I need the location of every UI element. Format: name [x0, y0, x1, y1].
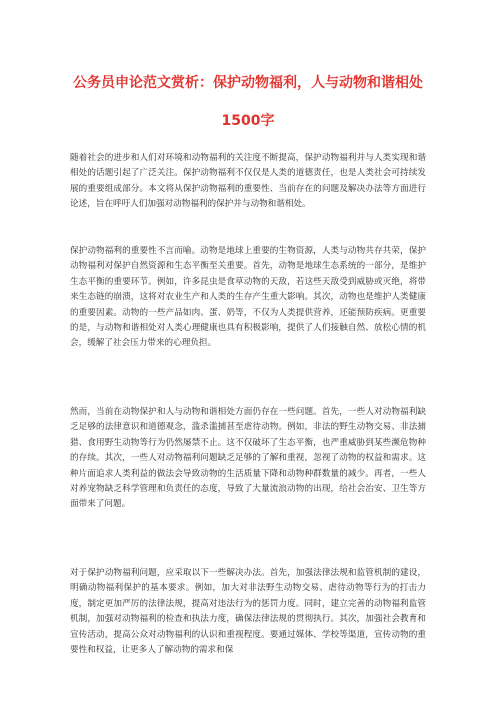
paragraph-intro: 随着社会的进步和人们对环境和动物福利的关注度不断提高，保护动物福利并与人类实现和谐相处的话题引起了广泛关注。保护动物福利不仅仅是人类的道德责任，也是人类社会可持续发展的重要组成部分。本文将从保护动物福利的重要性、当前存在的问题及解决办法等方面进行论述，旨在呼吁人们加强对动物福利的保护并与动物和谐相处。: [70, 153, 426, 210]
paragraph-solutions: 对于保护动物福利问题，应采取以下一些解决办法。首先，加强法律法规和监管机制的建设，明确动物福利保护的基本要求。例如，加大对非法野生动物交易、虐待动物等行为的打击力度，制定更加严厉的法律法规，提高对违法行为的惩罚力度。同时，建立完善的动物福利监管机制，加强对动物福利的检查和执法力度，确保法律法规的贯彻执行。其次，加强社会教育和宣传活动，提高公众对动物福利的认识和重视程度。要通过媒体、学校等渠道，宣传动物的重要性和权益，让更多人了解动物的需求和保: [70, 568, 426, 656]
paragraph-importance: 保护动物福利的重要性不言而喻。动物是地球上重要的生物资源，人类与动物共存共荣，保护动物福利对保护自然资源和生态平衡至关重要。首先，动物是地球生态系统的一部分，是维护生态平衡的重要环节。例如，许多昆虫是食草动物的天敌，若这些天敌受到威胁或灭绝，将带来生态链的崩溃，这将对农业生产和人类的生存产生重大影响。其次，动物也是维护人类健康的重要因素。动物的一些产品如肉、蛋、奶等，不仅为人类提供营养，还能预防疾病。更重要的是，与动物和谐相处对人类心理健康也具有积极影响，提供了人们接触自然、放松心情的机会，缓解了社会压力带来的心理负担。: [70, 246, 426, 349]
paragraph-problems: 然而，当前在动物保护和人与动物和谐相处方面仍存在一些问题。首先，一些人对动物福利缺乏足够的法律意识和道德观念，滥杀滥捕甚至虐待动物。例如，非法的野生动物交易、非法捕猎、食用野生动物等行为仍然屡禁不止。这不仅破坏了生态平衡，也严重威胁到某些濒危物种的存续。其次，一些人对动物福利问题缺乏足够的了解和重视，忽视了动物的权益和需求。这种片面追求人类利益的做法会导致动物的生活质量下降和动物种群数量的减少。再者，一些人对养宠物缺乏科学管理和负责任的态度，导致了大量流浪动物的出现，给社会治安、卫生等方面带来了问题。: [70, 407, 426, 510]
document-title: 公务员申论范文赏析：保护动物福利，人与动物和谐相处1500字: [73, 75, 423, 129]
